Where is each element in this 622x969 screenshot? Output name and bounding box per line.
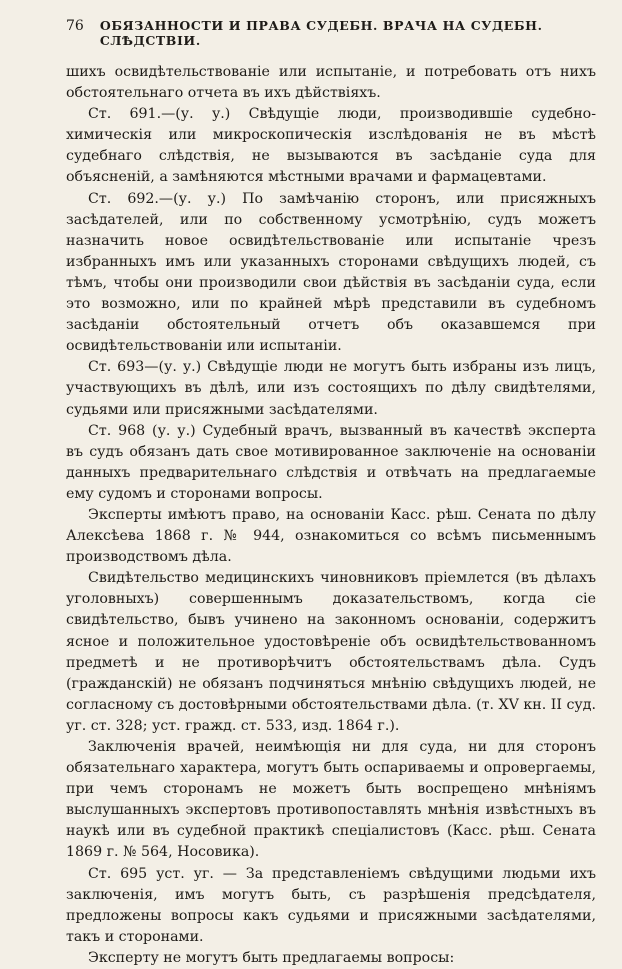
running-title: ОБЯЗАННОСТИ И ПРАВА СУДЕБН. ВРАЧА НА СУДЕБН. СЛѢДСТВІИ. (99, 18, 543, 48)
paragraph-art-693: Ст. 693—(у. у.) Свѣдущіе люди не могутъ быть избраны изъ лицъ, участвующихъ въ дѣлѣ, или изъ состоящихъ по дѣлу свидѣтелями, судьями или присяжными засѣдателями. (66, 359, 596, 418)
paragraph-continued: шихъ освидѣтельствованіе или испытаніе, и потребовать отъ нихъ обстоятельнаго отчета въ ихъ дѣйствіяхъ. (66, 64, 596, 102)
paragraph-medical-testimony: Свидѣтельство медицинскихъ чиновниковъ пріемлется (въ дѣлахъ уголовныхъ) совершеннымъ доказательствомъ, когда сіе свидѣтельство, бывъ учинено на законномъ основаніи, содержитъ ясное и положительное удостовѣреніе объ освидѣтельствованномъ предметѣ и не противорѣчитъ обстоятельствамъ дѣла. Судъ (гражданскій) не обязанъ подчиняться мнѣнію свѣдущихъ людей, не согласному съ достовѣрными обстоятельствами дѣла. (т. XV кн. II суд. уг. ст. 328; уст. гражд. ст. 533, изд. 1864 г.). (66, 570, 596, 734)
paragraph-art-692: Ст. 692.—(у. у.) По замѣчанію сторонъ, или присяжныхъ засѣдателей, или по собственному усмотрѣнію, судъ можетъ назначить новое освидѣтельствованіе или испытаніе чрезъ избранныхъ имъ или указанныхъ сторонами свѣдущихъ людей, съ тѣмъ, чтобы они производили свои дѣйствія въ засѣданіи суда, если это возможно, или по крайней мѣрѣ представили въ судебномъ засѣданіи обстоятельный отчетъ объ оказавшемся при освидѣтельствованіи или испытаніи. (66, 190, 596, 355)
running-header (66, 18, 596, 48)
paragraph-art-691: Ст. 691.—(у. у.) Свѣдущіе люди, производившіе судебно-химическія или микроскопическія изслѣдованія не въ мѣстѣ судебнаго слѣдствія, не вызываются въ засѣданіе суда для объясненій, а замѣняются мѣстными врачами и фармацевтами. (66, 106, 596, 186)
paragraph-expert-questions: Эксперту не могутъ быть предлагаемы вопросы: (88, 949, 455, 966)
page-number: 76 (66, 18, 84, 34)
paragraph-art-968: Ст. 968 (у. у.) Судебный врачъ, вызванный въ качествѣ эксперта въ судъ обязанъ дать свое мотивированное заключеніе на основаніи данныхъ предварительнаго слѣдствія и отвѣчать на предлагаемые ему судомъ и сторонами вопросы. (66, 422, 596, 502)
paragraph-art-695: Ст. 695 уст. уг. — За представленіемъ свѣдущими людьми ихъ заключенія, имъ могутъ быть, съ разрѣшенія предсѣдателя, предложены вопросы какъ судьями и присяжными засѣдателями, такъ и сторонами. (66, 865, 596, 945)
page-body (66, 62, 596, 969)
paragraph-experts-right: Эксперты имѣютъ право, на основаніи Касс. рѣш. Сената по дѣлу Алексѣева 1868 г. № 944, ознакомиться со всѣмъ письменнымъ производствомъ дѣла. (66, 506, 596, 566)
paragraph-doctors-conclusions: Заключенія врачей, неимѣющія ни для суда, ни для сторонъ обязательнаго характера, могутъ быть оспариваемы и опровергаемы, при чемъ сторонамъ не можетъ быть воспрещено мнѣніямъ выслушанныхъ экспертовъ противопоставлять мнѣнія извѣстныхъ въ наукѣ или въ судебной практикѣ спеціалистовъ (Касс. рѣш. Сената 1869 г. № 564, Носовика). (66, 739, 596, 861)
